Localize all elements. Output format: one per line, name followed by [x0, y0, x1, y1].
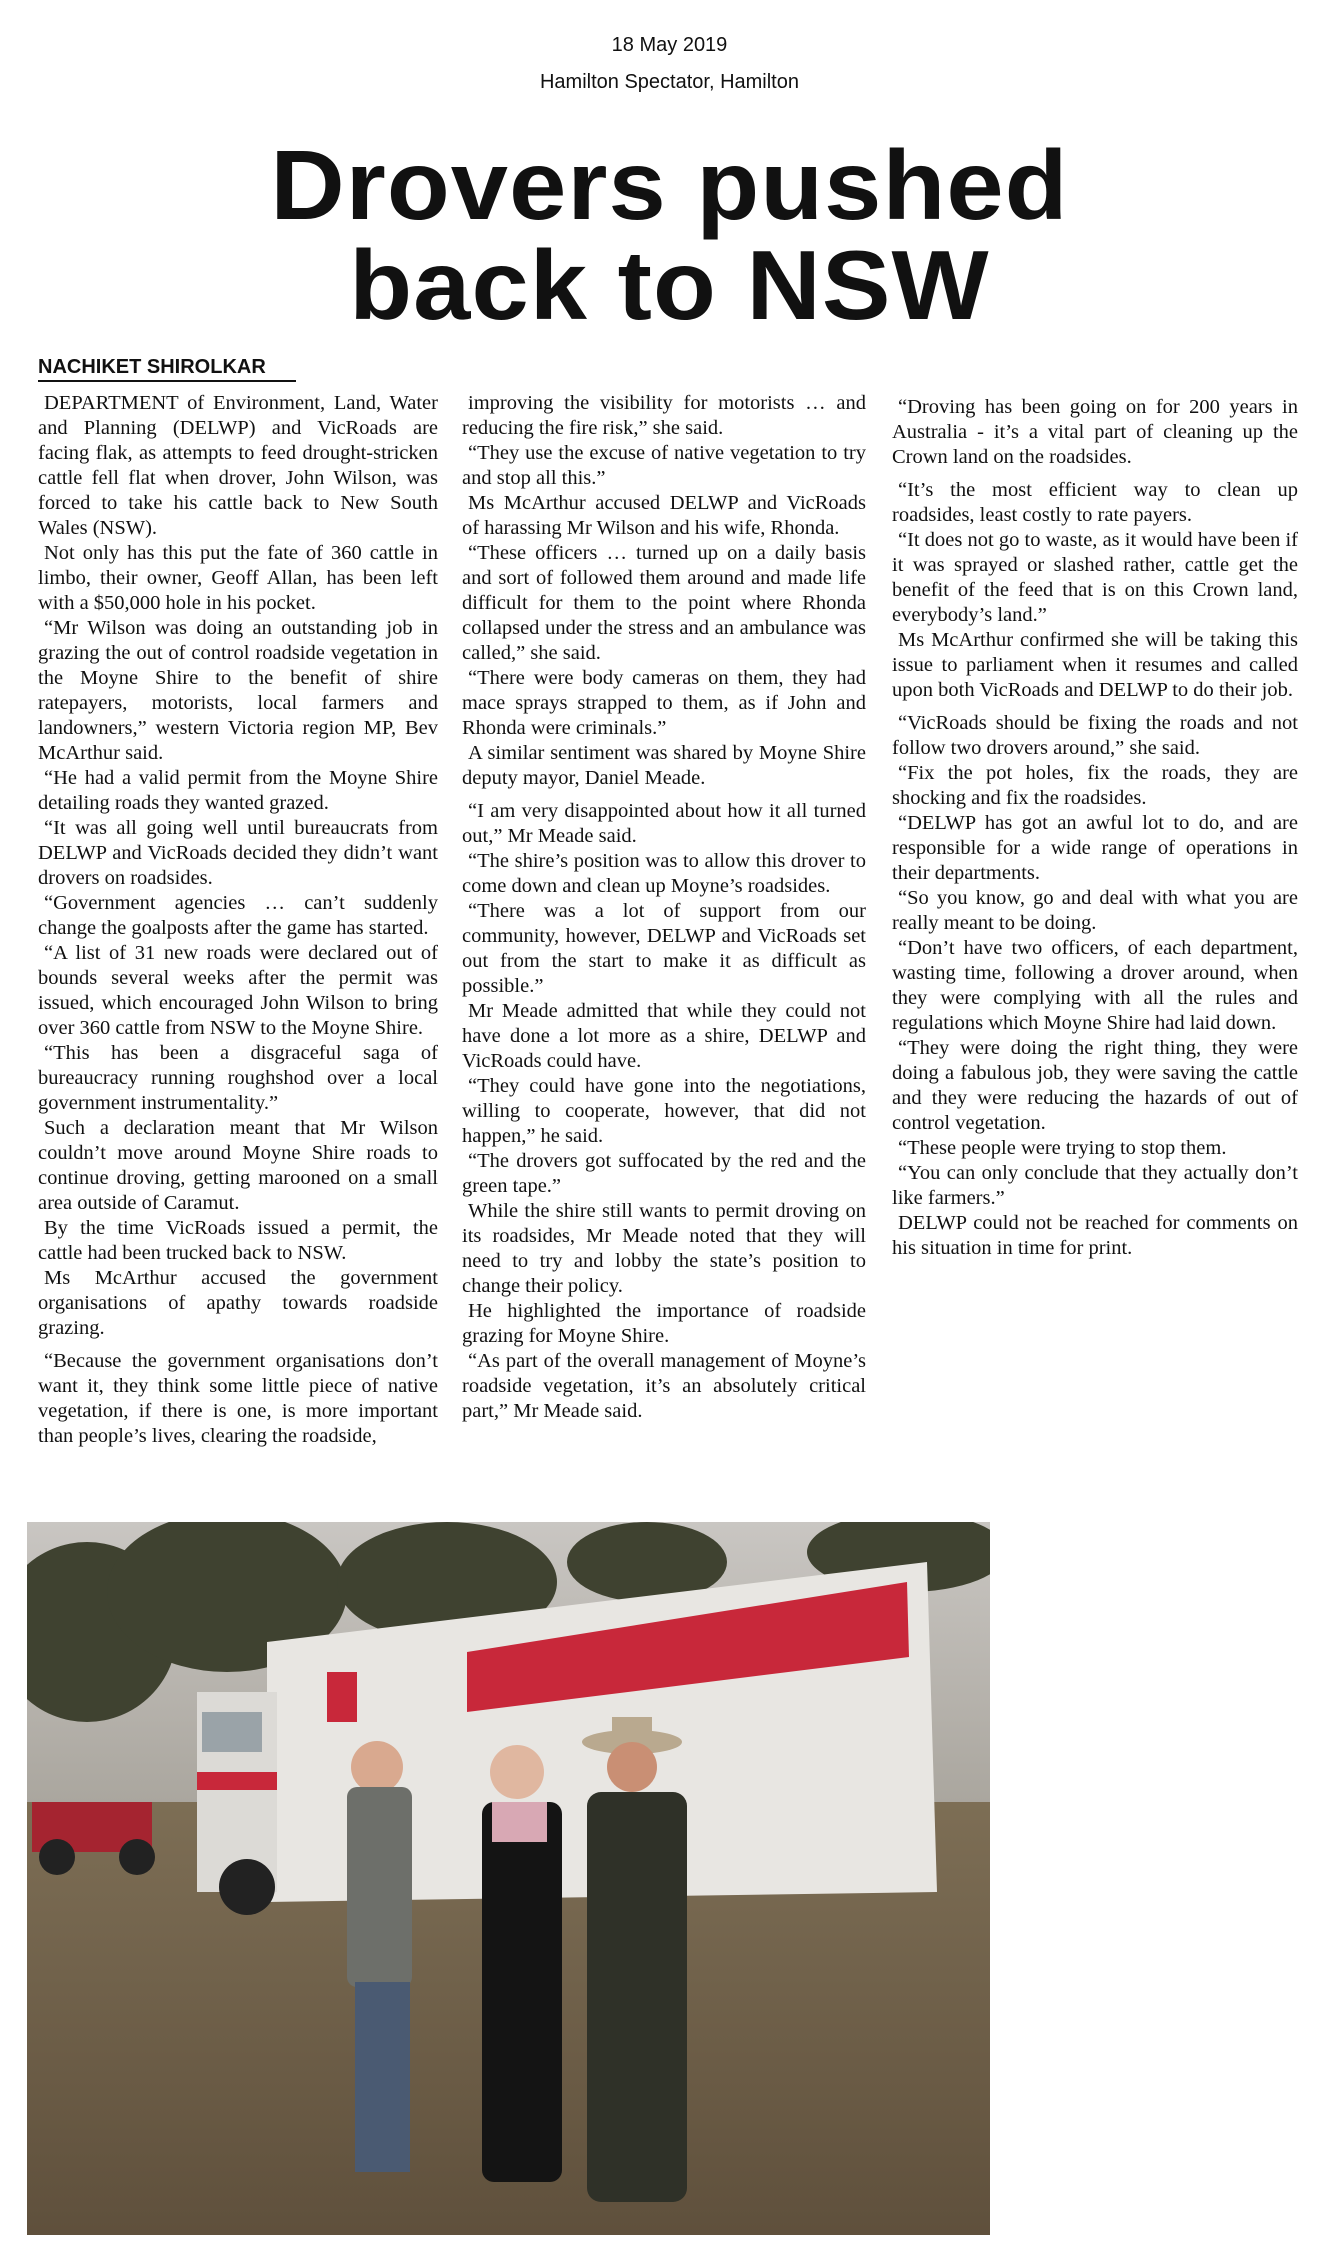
publication-name: Hamilton Spectator, Hamilton: [539, 71, 799, 93]
person-left: [347, 1741, 412, 2172]
article-paragraph: “VicRoads should be fixing the roads and not follow two drovers around,” she said.: [892, 712, 1298, 759]
article-column-2: [462, 391, 866, 1424]
article-photo: [27, 1522, 990, 2235]
article-paragraph: DELWP could not be reached for comments on his situation in time for print.: [892, 1212, 1298, 1259]
article-paragraph: “DELWP has got an awful lot to do, and are responsible for a wide range of operations in their departments.: [892, 812, 1298, 884]
article-paragraph: “The shire’s position was to allow this drover to come down and clean up Moyne’s roadsides.: [462, 850, 866, 897]
article-paragraph: “Government agencies … can’t suddenly change the goalposts after the game has started.: [38, 892, 438, 939]
publication-date: 18 May 2019: [611, 34, 728, 56]
article-paragraph: “These people were trying to stop them.: [898, 1137, 1227, 1159]
article-paragraph: “It does not go to waste, as it would have been if it was sprayed or slashed rather, cattle get the benefit of the feed that is on this Crown land, everybody’s land.”: [892, 529, 1298, 626]
article-paragraph: By the time VicRoads issued a permit, the cattle had been trucked back to NSW.: [38, 1217, 438, 1264]
article-paragraph: “It’s the most efficient way to clean up roadsides, least costly to rate payers.: [892, 479, 1298, 526]
article-paragraph: Not only has this put the fate of 360 cattle in limbo, their owner, Geoff Allan, has been left with a $50,000 hole in his pocket.: [38, 542, 438, 614]
article-paragraph: Ms McArthur accused DELWP and VicRoads of harassing Mr Wilson and his wife, Rhonda.: [462, 492, 866, 539]
person-middle: [482, 1745, 562, 2182]
article-paragraph: improving the visibility for motorists … and reducing the fire risk,” she said.: [462, 392, 866, 439]
article-column-1: [38, 391, 438, 1449]
article-paragraph: He highlighted the importance of roadside grazing for Moyne Shire.: [462, 1300, 866, 1347]
headline-line: back to NSW: [349, 230, 990, 340]
article-paragraph: “Droving has been going on for 200 years in Australia - it’s a vital part of cleaning up the Crown land on the roadsides.: [892, 396, 1298, 468]
headline-line: Drovers pushed: [270, 130, 1069, 240]
headline: [0, 130, 1339, 340]
article-paragraph: “As part of the overall management of Moyne’s roadside vegetation, it’s an absolutely critical part,” Mr Meade said.: [462, 1350, 866, 1422]
article-paragraph: A similar sentiment was shared by Moyne Shire deputy mayor, Daniel Meade.: [462, 742, 866, 789]
article-paragraph: “These officers … turned up on a daily basis and sort of followed them around and made life difficult for them to the point where Rhonda collapsed under the stress and an ambulance was called,” she said.: [462, 542, 866, 664]
article-paragraph: While the shire still wants to permit droving on its roadsides, Mr Meade noted that they will need to try and lobby the state’s position to change their policy.: [462, 1200, 866, 1297]
article-paragraph: “This has been a disgraceful saga of bureaucracy running roughshod over a local government instrumentality.”: [38, 1042, 438, 1114]
article-paragraph: Ms McArthur confirmed she will be taking this issue to parliament when it resumes and called upon both VicRoads and DELWP to do their job.: [892, 629, 1298, 701]
article-paragraph: “Fix the pot holes, fix the roads, they are shocking and fix the roadsides.: [892, 762, 1298, 809]
article-paragraph: “Don’t have two officers, of each department, wasting time, following a drover around, when they were complying with all the rules and regulations which Moyne Shire had laid down.: [892, 937, 1298, 1034]
article-column-3: [892, 395, 1298, 1261]
article-paragraph: “The drovers got suffocated by the red and the green tape.”: [462, 1150, 866, 1197]
article-paragraph: “So you know, go and deal with what you are really meant to be doing.: [892, 887, 1298, 934]
article-paragraph: “They were doing the right thing, they were doing a fabulous job, they were saving the cattle and they were reducing the hazards of out of control vegetation.: [892, 1037, 1298, 1134]
byline: NACHIKET SHIROLKAR: [38, 356, 296, 382]
article-paragraph: “It was all going well until bureaucrats from DELWP and VicRoads decided they didn’t want drovers on roadsides.: [38, 817, 438, 889]
article-paragraph: “They use the excuse of native vegetation to try and stop all this.”: [462, 442, 866, 489]
article-paragraph: Such a declaration meant that Mr Wilson couldn’t move around Moyne Shire roads to continue droving, getting marooned on a small area outside of Caramut.: [38, 1117, 438, 1214]
article-paragraph: “There were body cameras on them, they had mace sprays strapped to them, as if John and Rhonda were criminals.”: [462, 667, 866, 739]
article-paragraph: DEPARTMENT of Environment, Land, Water and Planning (DELWP) and VicRoads are facing flak, as attempts to feed drought-stricken cattle fell flat when drover, John Wilson, was forced to take his cattle back to New South Wales (NSW).: [38, 392, 438, 539]
article-paragraph: Ms McArthur accused the government organisations of apathy towards roadside grazing.: [38, 1267, 438, 1339]
article-paragraph: “You can only conclude that they actually don’t like farmers.”: [892, 1162, 1298, 1209]
article-paragraph: “There was a lot of support from our community, however, DELWP and VicRoads set out from the start to make it as difficult as possible.”: [462, 900, 866, 997]
article-paragraph: “Because the government organisations don’t want it, they think some little piece of native vegetation, if there is one, is more important than people’s lives, clearing the roadside,: [38, 1350, 438, 1447]
article-paragraph: “I am very disappointed about how it all turned out,” Mr Meade said.: [462, 800, 866, 847]
article-paragraph: “Mr Wilson was doing an outstanding job in grazing the out of control roadside vegetation in the Moyne Shire to the benefit of shire ratepayers, motorists, local farmers and landowners,” western Victoria region MP, Bev McArthur said.: [38, 617, 438, 764]
article-paragraph: “A list of 31 new roads were declared out of bounds several weeks after the permit was issued, which encouraged John Wilson to bring over 360 cattle from NSW to the Moyne Shire.: [38, 942, 438, 1039]
article-paragraph: Mr Meade admitted that while they could not have done a lot more as a shire, DELWP and VicRoads could have.: [462, 1000, 866, 1072]
article-paragraph: “He had a valid permit from the Moyne Shire detailing roads they wanted grazed.: [38, 767, 438, 814]
article-paragraph: “They could have gone into the negotiations, willing to cooperate, however, that did not happen,” he said.: [462, 1075, 866, 1147]
